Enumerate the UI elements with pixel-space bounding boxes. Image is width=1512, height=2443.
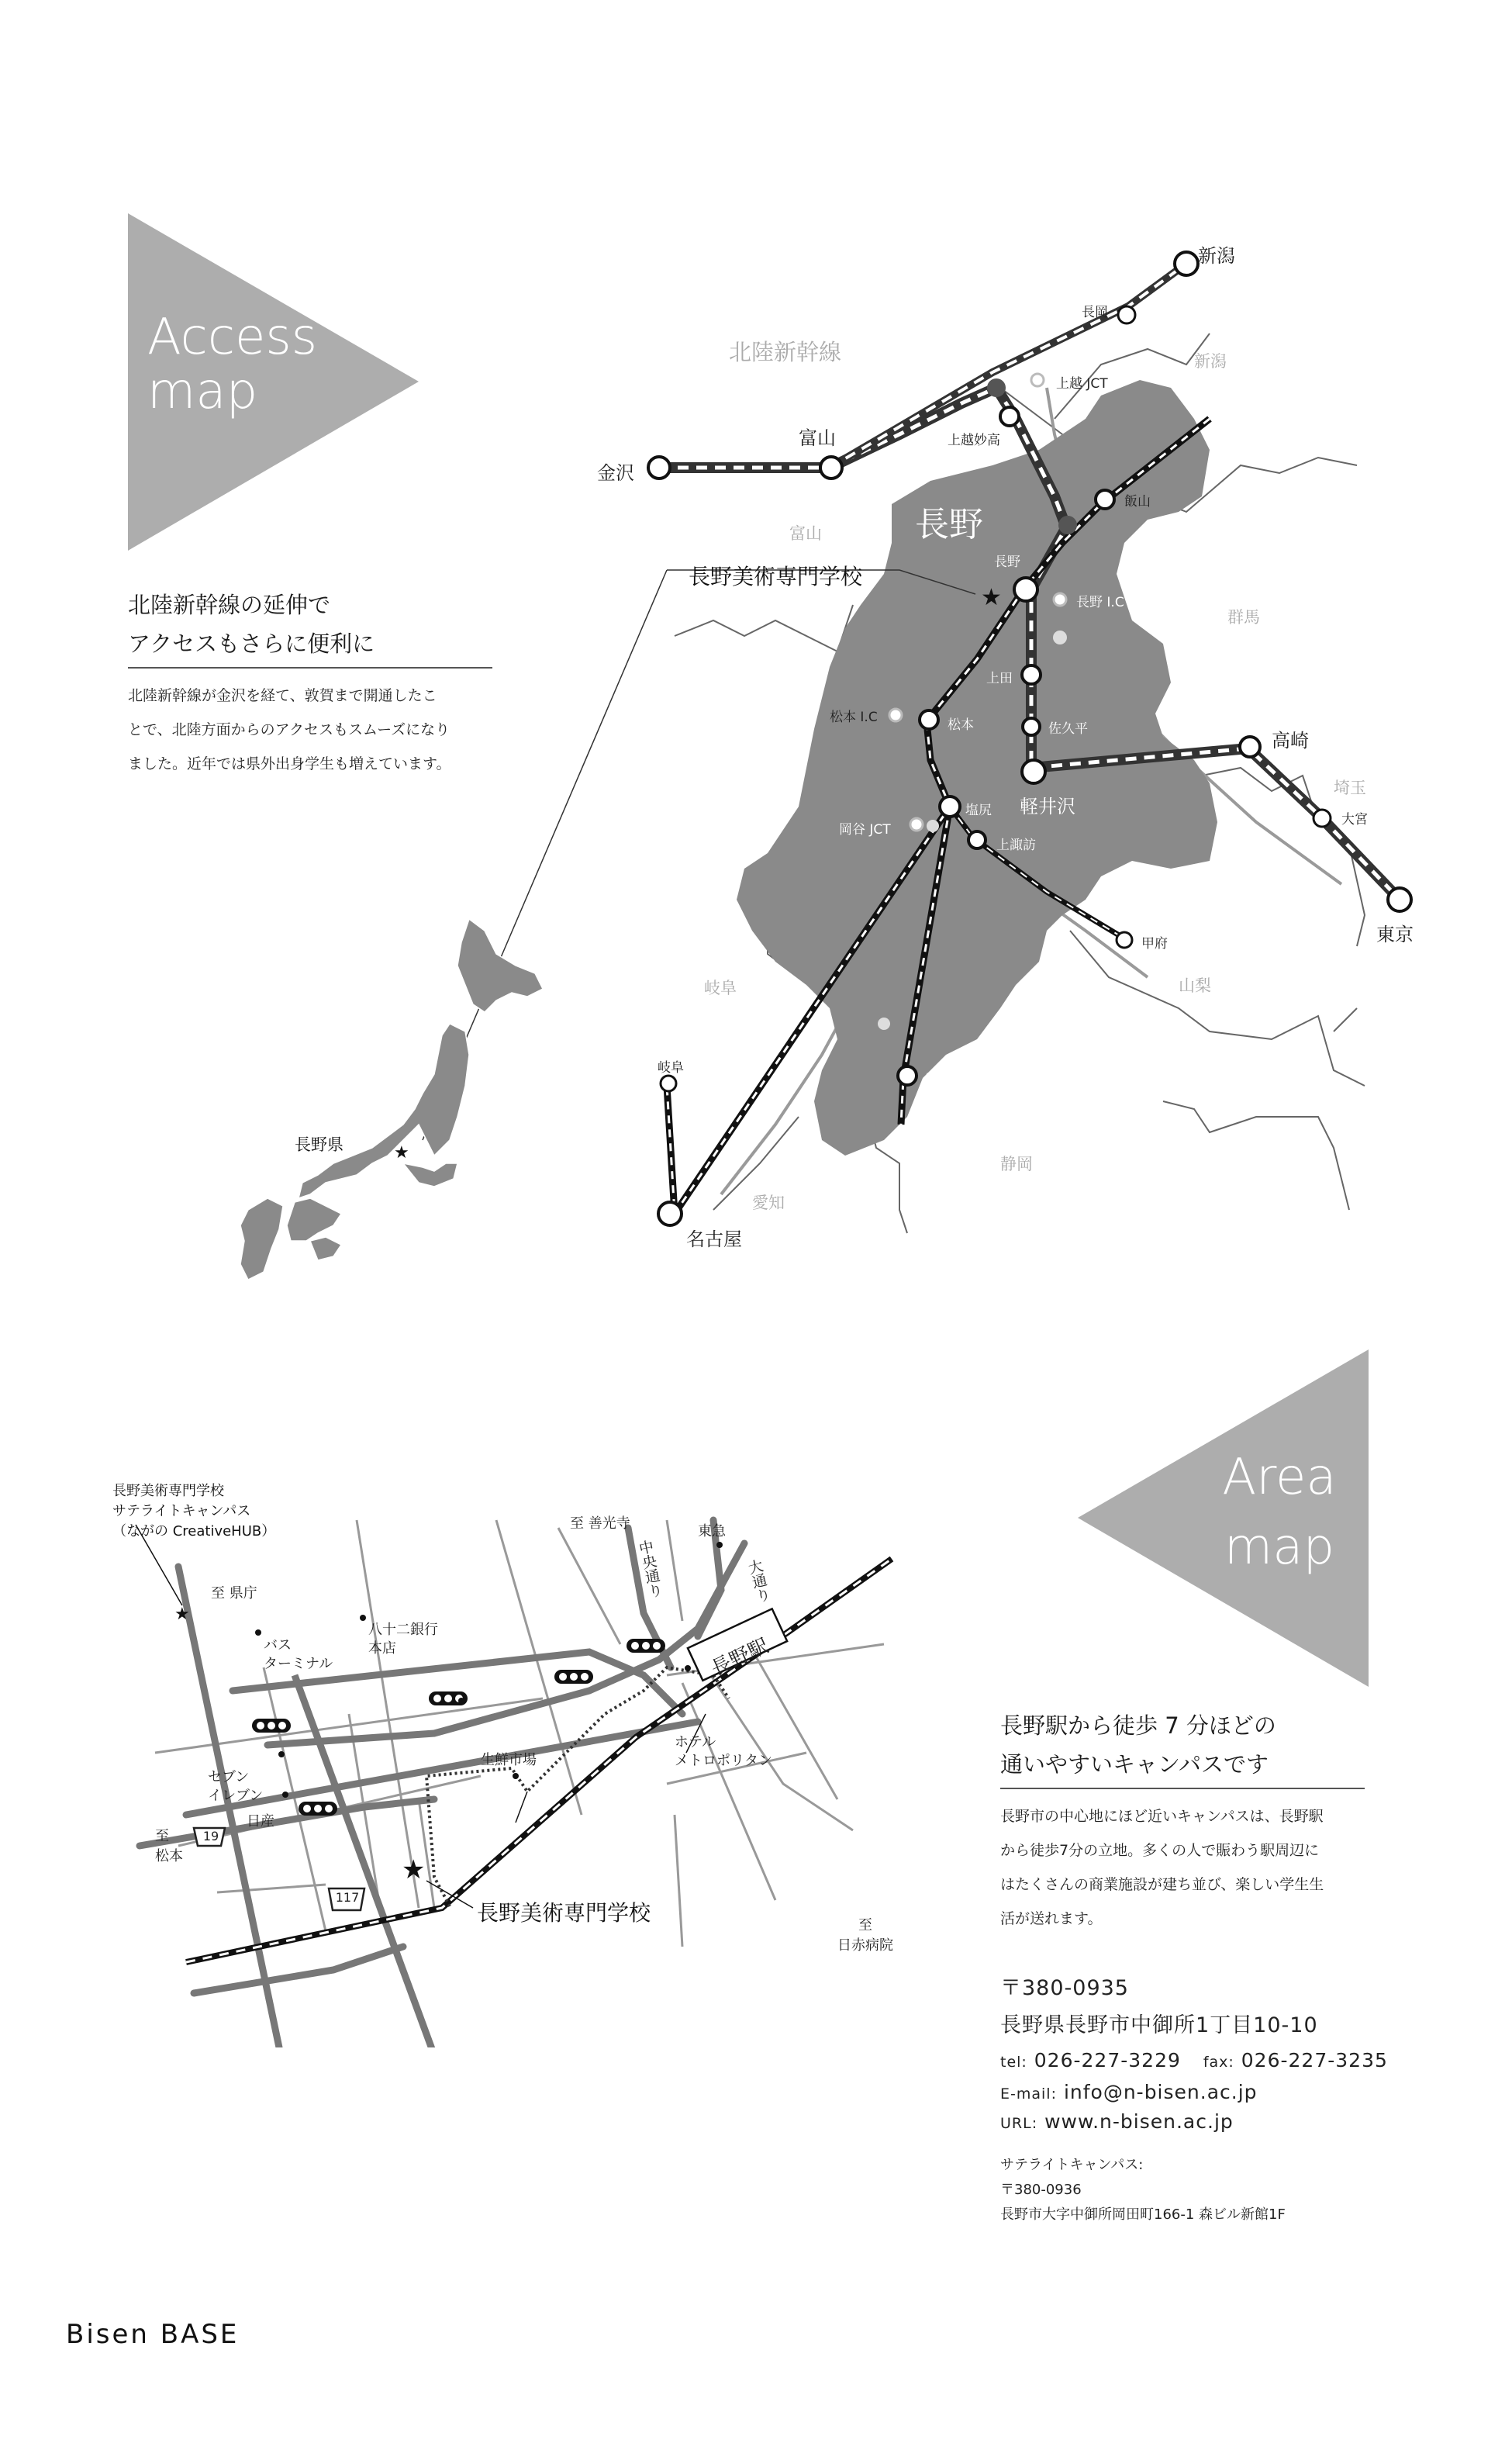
url-label: URL: (1000, 2115, 1038, 2132)
station-kofu (1117, 932, 1132, 948)
seven-line2: イレブン (208, 1788, 264, 1804)
label-omiya: 大宮 (1341, 812, 1368, 828)
region-gifu: 岐阜 (704, 979, 737, 997)
market-label: 生鮮市場 (481, 1752, 537, 1768)
station-iiyama (1096, 490, 1114, 509)
odori-label: 大通り (744, 1557, 773, 1605)
area-title (1210, 1443, 1349, 1582)
railway (186, 1559, 892, 1962)
access-body-line1: 北陸新幹線が金沢を経て、敦賀まで開通したこ (128, 687, 437, 704)
region-gunma: 群馬 (1227, 608, 1260, 627)
area-heading-line2: 通いやすいキャンパスです (1000, 1751, 1269, 1778)
station-shiojiri (940, 796, 960, 817)
satellite-star-icon: ★ (174, 1605, 190, 1624)
japan-nagano-star-icon: ★ (394, 1143, 409, 1163)
label-takasaki: 高崎 (1272, 730, 1309, 752)
url-value[interactable]: www.n-bisen.ac.jp (1044, 2110, 1234, 2133)
footer-brand: Bisen BASE (66, 2319, 240, 2350)
station-iida (898, 1066, 917, 1085)
area-heading-rule (1000, 1788, 1365, 1789)
address: 長野県長野市中御所1丁目10-10 (1000, 2013, 1318, 2037)
bus-line2: ターミナル (264, 1656, 333, 1672)
postal-code: 〒380-0935 (1000, 1976, 1129, 2000)
hotel-line2: メトロポリタン (675, 1753, 772, 1769)
area-body (1000, 1799, 1380, 1936)
station-saku (1023, 718, 1040, 735)
label-okaya-jct: 岡谷 JCT (839, 822, 891, 838)
label-matsumoto-ic: 松本 I.C (830, 710, 878, 725)
label-nagano-ic: 長野 I.C (1076, 595, 1124, 610)
label-nagaoka: 長岡 (1082, 305, 1108, 320)
access-title-line2: map (147, 363, 258, 420)
nagano-station-label: 長野駅 (707, 1634, 772, 1681)
label-shiojiri: 塩尻 (965, 803, 992, 818)
hotel-line1: ホテル (675, 1734, 716, 1750)
school-star-icon-area: ★ (402, 1854, 426, 1885)
label-nagoya: 名古屋 (686, 1228, 742, 1250)
station-nagaoka (1118, 306, 1135, 323)
access-title-line1: Access (147, 309, 318, 366)
station-toyama (820, 457, 842, 479)
to-matsumoto-line2: 松本 (155, 1848, 183, 1864)
satellite-label-line2: サテライトキャンパス (112, 1503, 251, 1519)
area-body-line4: 活が送れます。 (1000, 1910, 1103, 1927)
station-niigata (1175, 252, 1198, 275)
access-body-line2: とで、北陸方面からのアクセスもスムーズになり (128, 721, 450, 738)
area-title-line2: map (1224, 1519, 1335, 1576)
satellite-info-postal: 〒380-0936 (1000, 2182, 1082, 2198)
japan-map (240, 919, 543, 1280)
area-body-line3: はたくさんの商業施設が建ち並び、楽しい学生生 (1000, 1876, 1324, 1893)
region-saitama: 埼玉 (1334, 779, 1366, 797)
area-body-line1: 長野市の中心地にほど近いキャンパスは、長野駅 (1000, 1808, 1324, 1825)
tel-label: tel: (1000, 2054, 1027, 2071)
station-nagoya (658, 1202, 682, 1225)
route117-label: 117 (335, 1890, 360, 1905)
nissan-label: 日産 (247, 1813, 274, 1830)
station-joetsu-myoko (1000, 407, 1019, 426)
nagano-big-label: 長野 (915, 505, 983, 544)
junction-dot (987, 378, 1006, 397)
label-niigata: 新潟 (1198, 245, 1235, 267)
railway-dash (186, 1559, 892, 1962)
label-karuizawa: 軽井沢 (1020, 796, 1075, 817)
station-matsumoto (920, 710, 938, 729)
junction-dot (1058, 516, 1077, 534)
email-row (1000, 2078, 1403, 2108)
satellite-info-label: サテライトキャンパス: (1000, 2157, 1144, 2173)
to-hospital-line1: 至 (858, 1917, 872, 1933)
label-ueda: 上田 (986, 671, 1013, 686)
station-ueda (1022, 665, 1041, 684)
pref-label: 長野県 (295, 1135, 343, 1154)
minor-roads (155, 1520, 884, 1947)
access-body-line3: ました。近年では県外出身学生も増えています。 (128, 755, 451, 772)
bank-line1: 八十二銀行 (368, 1622, 438, 1638)
tokyu-label: 東急 (698, 1523, 726, 1539)
area-map (0, 1443, 946, 2047)
label-kanazawa: 金沢 (597, 462, 634, 484)
route117-shield (329, 1888, 364, 1910)
label-saku: 佐久平 (1048, 721, 1088, 737)
hokuriku-line-label: 北陸新幹線 (729, 339, 842, 365)
label-toyama: 富山 (799, 427, 836, 449)
zenkoji-label: 至 善光寺 (570, 1515, 630, 1532)
tel-fax-row (1000, 2044, 1403, 2078)
station-karuizawa (1022, 760, 1045, 783)
region-shizuoka: 静岡 (1000, 1155, 1033, 1173)
label-iiyama: 飯山 (1124, 494, 1151, 510)
school-label: 長野美術専門学校 (689, 564, 863, 589)
to-hospital-line2: 日赤病院 (837, 1937, 893, 1954)
region-niigata: 新潟 (1194, 352, 1227, 371)
label-tokyo: 東京 (1376, 924, 1414, 945)
bank-line2: 本店 (368, 1640, 396, 1657)
area-title-line1: Area (1222, 1449, 1337, 1506)
label-matsumoto: 松本 (948, 717, 974, 733)
satellite-info (1000, 2153, 1403, 2227)
route19-shield (194, 1828, 225, 1846)
url-row (1000, 2108, 1403, 2137)
station-gifu (661, 1076, 676, 1091)
station-takasaki (1240, 737, 1260, 757)
region-yamanashi: 山梨 (1179, 976, 1211, 995)
label-nagano: 長野 (994, 555, 1020, 570)
seven-line1: セブン (208, 1769, 250, 1785)
route19-label: 19 (202, 1829, 219, 1843)
area-body-line2: から徒歩7分の立地。多くの人で賑わう駅周辺に (1000, 1842, 1320, 1859)
satellite-label-line1: 長野美術専門学校 (112, 1483, 224, 1499)
station-omiya (1314, 810, 1331, 827)
station-kanazawa (648, 457, 670, 479)
school-label-area: 長野美術専門学校 (477, 1900, 651, 1926)
label-joetsu-jct: 上越 JCT (1056, 376, 1108, 392)
station-tokyo (1388, 888, 1411, 911)
market-leader (516, 1792, 527, 1823)
area-heading-line1: 長野駅から徒歩 7 分ほどの (1000, 1712, 1276, 1739)
chuo-dori-label: 中央通り (635, 1538, 665, 1600)
bus-line1: バス (264, 1637, 292, 1653)
satellite-info-address: 長野市大字中御所岡田町166-1 森ビル新館1F (1000, 2206, 1286, 2223)
email-label: E-mail: (1000, 2085, 1057, 2103)
label-kofu: 甲府 (1141, 936, 1168, 952)
label-iida: 飯田 (924, 1073, 951, 1088)
access-heading-line1: 北陸新幹線の延伸で (128, 592, 331, 618)
satellite-label-line3: （ながの CreativeHUB） (112, 1523, 276, 1539)
email-value[interactable]: info@n-bisen.ac.jp (1063, 2081, 1258, 2103)
tel-value[interactable]: 026-227-3229 (1034, 2049, 1181, 2072)
region-aichi: 愛知 (752, 1194, 785, 1212)
area-heading (1000, 1706, 1388, 1784)
label-joetsu-myoko: 上越妙高 (948, 433, 1000, 448)
station-nagano (1014, 578, 1037, 601)
to-matsumoto-line1: 至 (155, 1828, 169, 1844)
label-gifu: 岐阜 (658, 1060, 684, 1076)
station-kamisuwa (968, 831, 986, 848)
school-star-icon: ★ (981, 584, 1002, 611)
pref-office-label: 至 県庁 (211, 1585, 257, 1602)
contact-block (1000, 1970, 1403, 2227)
fax-value: 026-227-3235 (1241, 2049, 1388, 2072)
region-toyama: 富山 (789, 524, 822, 543)
fax-label: fax: (1203, 2054, 1234, 2071)
nagano-prefecture-area (737, 380, 1217, 1156)
label-kamisuwa: 上諏訪 (996, 838, 1036, 853)
access-heading-line2: アクセスもさらに便利に (128, 631, 375, 657)
